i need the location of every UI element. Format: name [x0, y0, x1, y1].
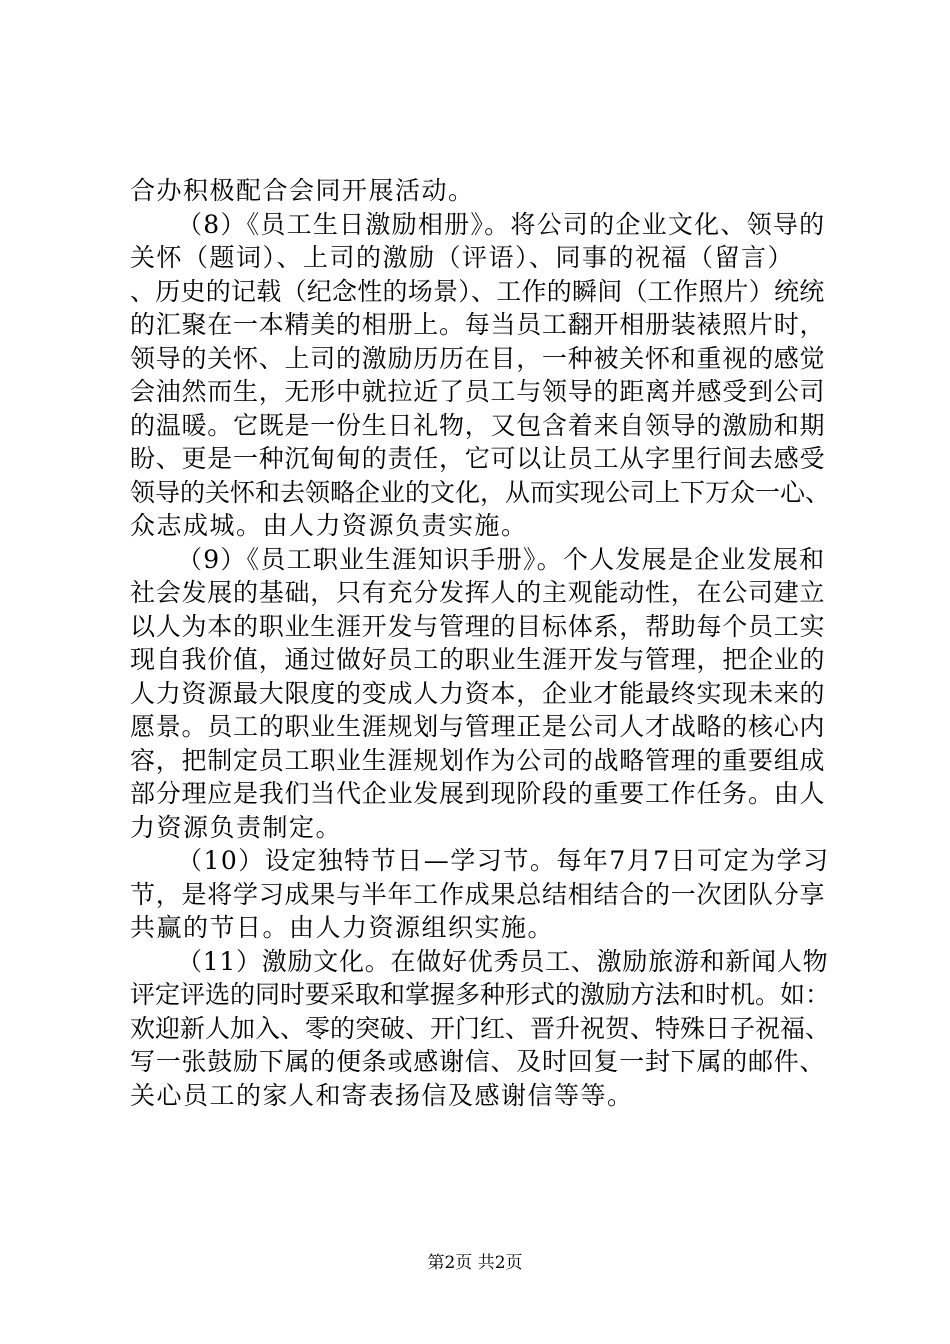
- text-line: 关心员工的家人和寄表扬信及感谢信等等。: [130, 1080, 634, 1110]
- text-line: 社会发展的基础，只有充分发挥人的主观能动性，在公司建立: [130, 578, 826, 607]
- text-line: 力资源负责制定。: [130, 812, 343, 842]
- text-line: （11）激励文化。在做好优秀员工、激励旅游和新闻人物: [177, 946, 829, 976]
- text-line: 节，是将学习成果与半年工作成果总结相结合的一次团队分享: [130, 879, 826, 909]
- text-line: 以人为本的职业生涯开发与管理的目标体系，帮助每个员工实: [130, 611, 826, 641]
- text-line: 、历史的记载（纪念性的场景）、工作的瞬间（工作照片）统统: [130, 276, 825, 306]
- text-line: （9）《员工职业生涯知识手册》。个人发展是企业发展和: [177, 544, 826, 574]
- text-line: 盼、更是一种沉甸甸的责任，它可以让员工从字里行间去感受: [130, 444, 826, 473]
- text-line: （10）设定独特节日—学习节。每年7月7日可定为学习: [177, 846, 830, 875]
- document-body: [130, 174, 830, 1112]
- text-line: 的温暖。它既是一份生日礼物，又包含着来自领导的激励和期: [130, 410, 826, 440]
- text-line: 领导的关怀、上司的激励历历在目，一种被关怀和重视的感觉: [130, 343, 826, 373]
- text-line: 共赢的节日。由人力资源组织实施。: [130, 913, 555, 942]
- text-line: 现自我价值，通过做好员工的职业生涯开发与管理，把企业的: [130, 645, 826, 674]
- text-line: 的汇聚在一本精美的相册上。每当员工翻开相册装裱照片时，: [130, 310, 826, 339]
- text-line: 部分理应是我们当代企业发展到现阶段的重要工作任务。由人: [130, 779, 826, 808]
- page-footer: [0, 1248, 950, 1273]
- text-line: 评定评选的同时要采取和掌握多种形式的激励方法和时机。如：: [130, 980, 831, 1009]
- text-line: 合办积极配合会同开展活动。: [130, 176, 475, 205]
- text-line: 写一张鼓励下属的便条或感谢信、及时回复一封下属的邮件、: [130, 1047, 826, 1076]
- text-line: 人力资源最大限度的变成人力资本，企业才能最终实现未来的: [130, 678, 826, 708]
- text-line: 容，把制定员工职业生涯规划作为公司的战略管理的重要组成: [130, 745, 826, 775]
- text-line: 欢迎新人加入、零的突破、开门红、晋升祝贺、特殊日子祝福、: [130, 1013, 831, 1043]
- page-number-label: 第2页 共2页: [427, 1253, 523, 1273]
- text-line: 会油然而生，无形中就拉近了员工与领导的距离并感受到公司: [130, 377, 826, 406]
- text-line: 愿景。员工的职业生涯规划与管理正是公司人才战略的核心内: [130, 712, 826, 741]
- text-line: 关怀（题词）、上司的激励（评语）、同事的祝福（留言）: [130, 243, 795, 272]
- text-line: （8）《员工生日激励相册》。将公司的企业文化、领导的: [177, 209, 826, 239]
- text-line: 领导的关怀和去领略企业的文化，从而实现公司上下万众一心、: [130, 477, 831, 507]
- text-line: 众志成城。由人力资源负责实施。: [130, 511, 528, 540]
